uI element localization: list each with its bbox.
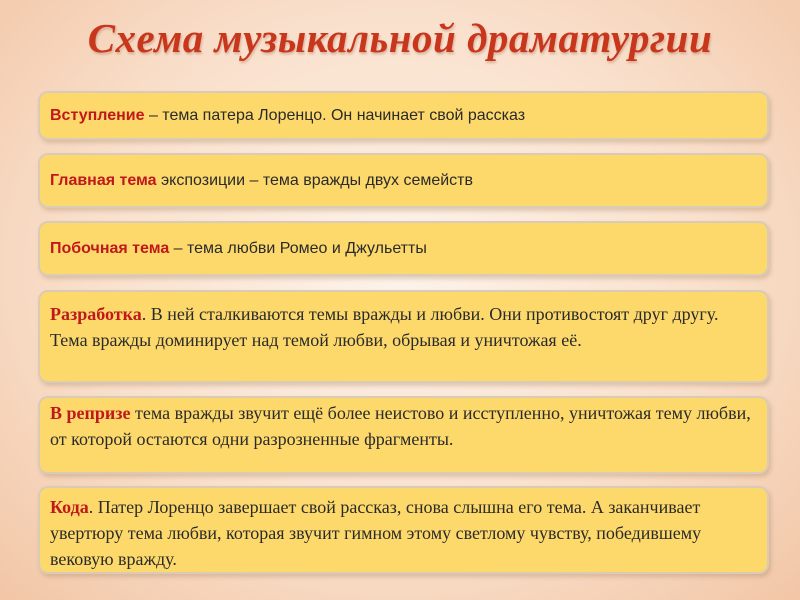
block-secondary-theme-text: [50, 240, 427, 258]
block-reprise-lead: В репризе: [50, 403, 131, 423]
block-main-theme: [38, 153, 769, 208]
block-development-lead: Разработка: [50, 304, 142, 324]
block-main-theme-body: экспозиции – тема вражды двух семейств: [156, 171, 473, 189]
block-secondary-theme: [38, 221, 769, 276]
block-secondary-theme-body: – тема любви Ромео и Джульетты: [169, 239, 427, 257]
page-title: Схема музыкальной драматургии: [87, 15, 713, 61]
block-reprise-text: [50, 400, 757, 452]
block-introduction-text: [50, 107, 525, 125]
block-development-body: . В ней сталкиваются темы вражды и любви. Они противостоят друг другу. Тема вражды доминирует над темой любви, обрывая и уничтожая её.: [50, 304, 719, 350]
block-reprise-body: тема вражды звучит ещё более неистово и исступленно, уничтожая тему любви, от которой остаются одни разрозненные фрагменты.: [50, 403, 751, 449]
block-development: [38, 290, 769, 383]
block-introduction-body: – тема патера Лоренцо. Он начинает свой рассказ: [144, 106, 526, 124]
block-coda-lead: Кода: [50, 497, 89, 517]
block-introduction-lead: Вступление: [50, 106, 145, 124]
block-secondary-theme-lead: Побочная тема: [50, 239, 170, 257]
block-reprise: [38, 396, 769, 474]
block-introduction: [38, 91, 769, 140]
block-development-text: [50, 301, 757, 353]
block-coda-text: [50, 494, 757, 572]
block-coda-body: . Патер Лоренцо завершает свой рассказ, снова слышна его тема. А заканчивает увертюру тема любви, которая звучит гимном этому светлому чувству, победившему вековую вражду.: [50, 497, 702, 569]
block-main-theme-lead: Главная тема: [50, 171, 157, 189]
block-main-theme-text: [50, 172, 473, 190]
block-coda: [38, 486, 769, 574]
